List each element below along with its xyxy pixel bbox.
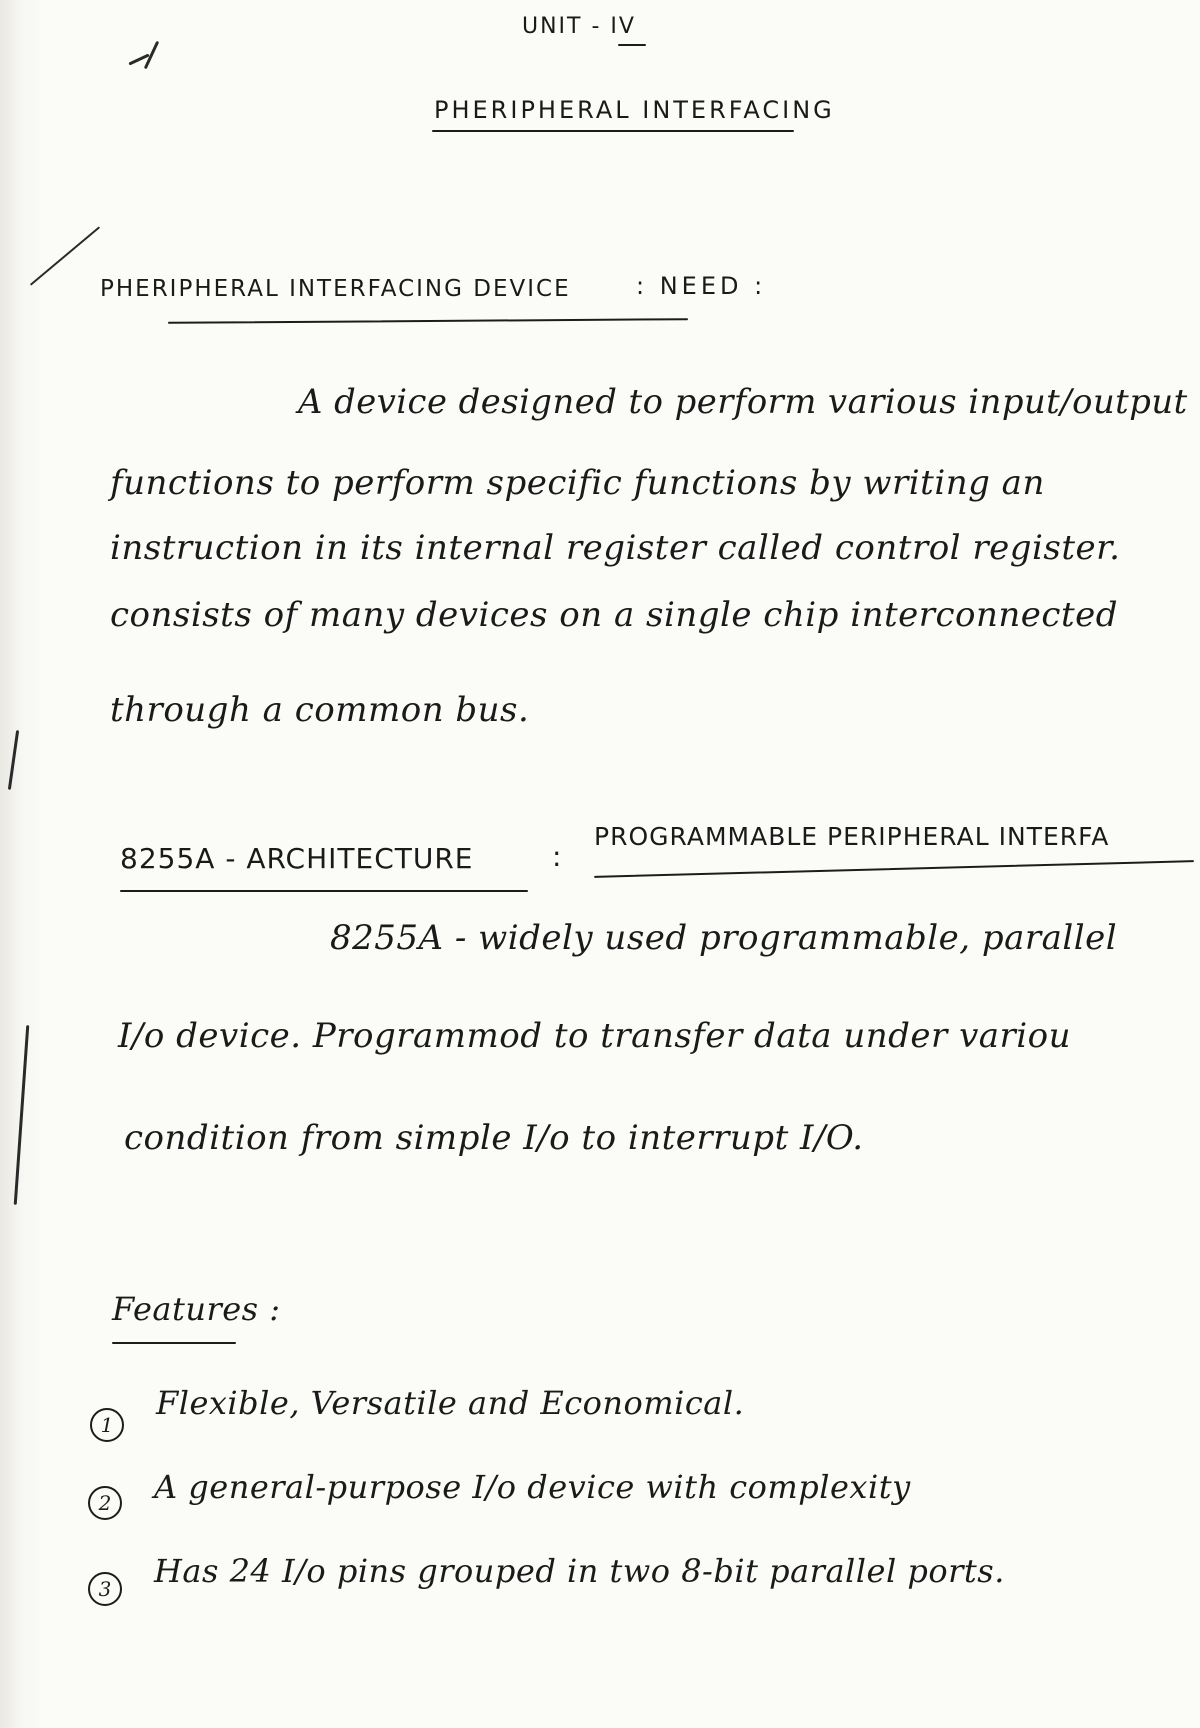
- section1-line: through a common bus.: [110, 690, 530, 730]
- margin-bar-mark: [8, 730, 19, 790]
- section1-heading-need: : NEED :: [636, 272, 767, 300]
- unit-underline: [618, 44, 646, 46]
- section2-heading-separator: :: [552, 840, 564, 873]
- feature-number-badge: 3: [88, 1572, 122, 1606]
- unit-label: UNIT - IV: [522, 14, 636, 39]
- section2-heading-subtitle: PROGRAMMABLE PERIPHERAL INTERFA: [594, 822, 1110, 851]
- feature-item-text: Has 24 I/o pins grouped in two 8-bit parallel ports.: [154, 1552, 1005, 1590]
- section1-line: A device designed to perform various input/output: [298, 382, 1188, 422]
- feature-item-text: Flexible, Versatile and Economical.: [156, 1384, 745, 1422]
- section1-heading-underline: [168, 318, 688, 324]
- section1-line: consists of many devices on a single chip interconnected: [110, 595, 1119, 635]
- feature-item-text: A general-purpose I/o device with complexity: [154, 1468, 911, 1506]
- margin-slash-mark: [30, 226, 100, 285]
- section2-line: 8255A - widely used programmable, parallel: [330, 918, 1118, 958]
- section2-line: condition from simple I/o to interrupt I/O.: [124, 1118, 864, 1158]
- features-heading: Features :: [112, 1290, 281, 1328]
- page-title-underline: [432, 130, 794, 132]
- section2-subtitle-underline: [594, 860, 1194, 878]
- page-title: PHERIPHERAL INTERFACING: [434, 96, 835, 124]
- section1-line: functions to perform specific functions by writing an: [110, 463, 1045, 503]
- section2-line: I/o device. Programmod to transfer data under variou: [118, 1016, 1072, 1056]
- margin-bracket-mark: [14, 1025, 30, 1205]
- section1-heading: PHERIPHERAL INTERFACING DEVICE: [100, 276, 571, 302]
- features-heading-underline: [112, 1342, 236, 1344]
- feature-number-badge: 2: [88, 1486, 122, 1520]
- section2-heading-underline: [120, 890, 528, 892]
- section1-line: instruction in its internal register called control register.: [110, 528, 1121, 568]
- section2-heading: 8255A - ARCHITECTURE: [120, 842, 474, 875]
- feature-number-badge: 1: [90, 1408, 124, 1442]
